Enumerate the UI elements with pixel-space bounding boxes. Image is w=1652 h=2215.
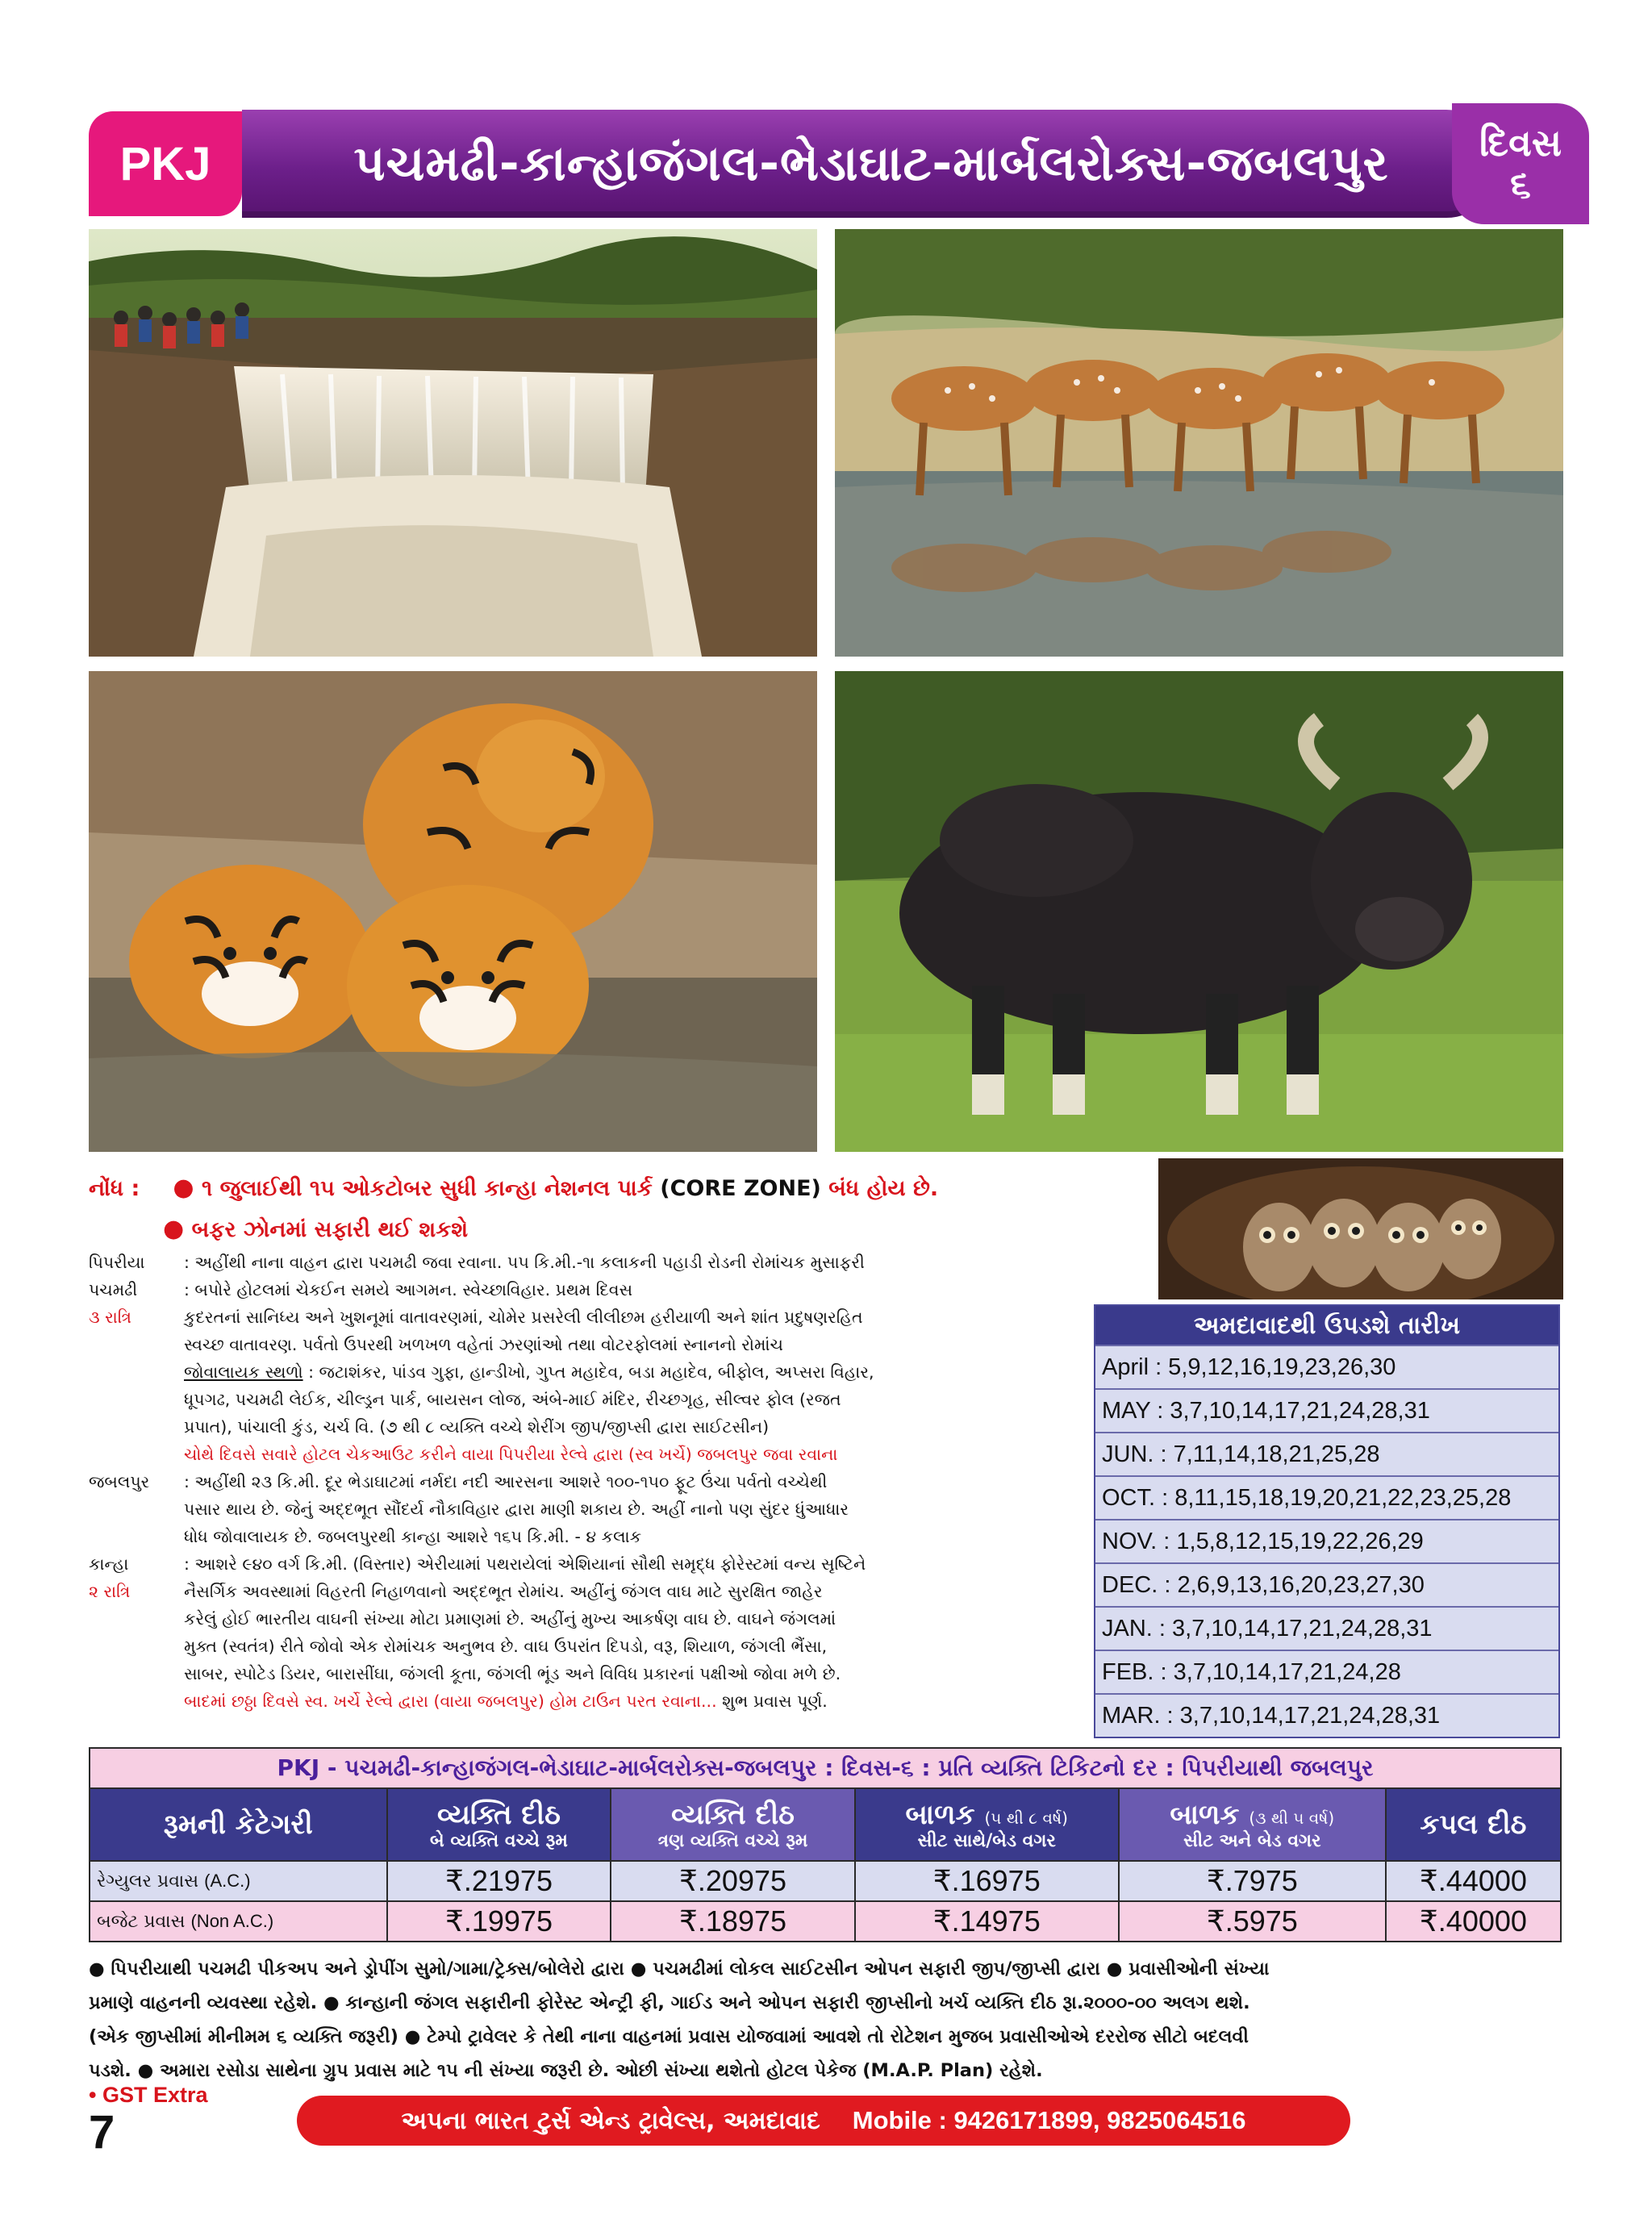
header-banner xyxy=(89,103,1589,224)
price-table xyxy=(89,1747,1562,1942)
note-line-1-end: બંધ હોય છે. xyxy=(828,1176,939,1201)
departure-date-row: OCT. : 8,11,15,18,19,20,21,22,23,25,28 xyxy=(1095,1475,1558,1519)
itinerary-row xyxy=(89,1523,1093,1550)
category-en: (Non A.C.) xyxy=(190,1911,274,1931)
header-sub: સીટ સાથે/બેડ વગર xyxy=(917,1830,1056,1851)
header-main-text: બાળક xyxy=(1170,1798,1240,1831)
itinerary-text xyxy=(184,1550,1093,1578)
price-column-header xyxy=(90,1788,387,1861)
itinerary-row xyxy=(89,1605,1093,1633)
itinerary-row xyxy=(89,1358,1093,1386)
note-line-1: ૧ જુલાઈથી ૧૫ ઓકટોબર સુધી કાન્હા નેશનલ પાર્ક xyxy=(202,1176,653,1201)
price-cell: ₹.14975 xyxy=(855,1901,1119,1942)
itinerary-line: ચોથે દિવસે સવારે હોટલ ચેકઆઉટ કરીને વાયા પિપરીયા રેલ્વે દ્વારા (સ્વ ખર્ચે) જબલપુર જવા રવાના xyxy=(184,1445,838,1464)
itinerary-place xyxy=(89,1605,184,1633)
header-age-range: (૩ થી ૫ વર્ષ) xyxy=(1249,1808,1335,1828)
itinerary-row xyxy=(89,1249,1093,1276)
itinerary-line: શુભ પ્રવાસ પૂર્ણ. xyxy=(716,1691,828,1711)
owlets-photo xyxy=(1158,1158,1563,1299)
itinerary-line: નૈસર્ગિક અવસ્થામાં વિહરતી નિહાળવાનો અદ્દભૂત રોમાંચ. અહીંનું જંગલ વાઘ માટે સુરક્ષિત જાહેર xyxy=(184,1582,823,1601)
departure-dates-box xyxy=(1094,1304,1560,1738)
itinerary-line: : બપોરે હોટલમાં ચેકઈન સમયે આગમન. સ્વેચ્છાવિહાર. પ્રથમ દિવસ xyxy=(184,1280,633,1299)
itinerary-text xyxy=(184,1441,1093,1468)
itinerary-line: : આશરે ૯૪૦ વર્ગ કિ.મી. (વિસ્તાર) એરીયામાં પથરાયેલાં એશિયાનાં સૌથી સમૃદ્ધ ફોરેસ્ટમાં વન્ય સૃષ્ટિને xyxy=(184,1554,866,1574)
note-line-2: બફર ઝોનમાં સફારી થઈ શકશે xyxy=(191,1217,469,1242)
price-column-header xyxy=(1119,1788,1386,1861)
header-main-text: બાળક xyxy=(905,1798,975,1831)
itinerary-row xyxy=(89,1441,1093,1468)
itinerary-text xyxy=(184,1304,1093,1331)
price-row xyxy=(90,1901,1561,1942)
price-cell: ₹.20975 xyxy=(611,1861,854,1901)
itinerary-place: ૩ રાત્રિ xyxy=(89,1308,132,1327)
itinerary-line: મુક્ત (સ્વતંત્ર) રીતે જોવો એક રોમાંચક અનુભવ છે. વાઘ ઉપરાંત દિપડો, વરૂ, શિયાળ, જંગલી ભૈંસા, xyxy=(184,1637,828,1656)
sightseeing-label: જોવાલાયક સ્થળો xyxy=(184,1362,303,1382)
itinerary-row xyxy=(89,1687,1093,1715)
price-cell: ₹.16975 xyxy=(855,1861,1119,1901)
page-number: 7 xyxy=(89,2106,115,2159)
itinerary-place xyxy=(89,1358,184,1386)
header-main xyxy=(1387,1808,1560,1841)
tigers-photo xyxy=(89,671,817,1152)
days-label: દિવસ xyxy=(1479,121,1562,165)
note-label: નોંધ : xyxy=(89,1176,140,1201)
price-cell: ₹.5975 xyxy=(1119,1901,1386,1942)
itinerary-line: પસાર થાય છે. જેનું અદ્દભૂત સૌંદર્ય નૌકાવિહાર દ્વારા માણી શકાય છે. અહીં નાનો પણ સુંદર ધુંઆધાર xyxy=(184,1500,849,1519)
itinerary-line: સ્વચ્છ વાતાવરણ. પર્વતો ઉપરથી ખળખળ વહેતાં ઝરણાંઓ તથા વોટરફોલમાં સ્નાનનો રોમાંચ xyxy=(184,1335,783,1354)
itinerary-text xyxy=(184,1358,1093,1386)
category-gu: બજેટ પ્રવાસ xyxy=(97,1912,186,1932)
itinerary-text xyxy=(184,1660,1093,1687)
departure-date-row: DEC. : 2,6,9,13,16,20,23,27,30 xyxy=(1095,1562,1558,1606)
footer-note-line: પડશે. ● અમારા રસોડા સાથેના ગ્રુપ પ્રવાસ માટે ૧૫ ની સંખ્યા જરૂરી છે. ઓછી સંખ્યા થશેતો હોટલ પેકેજ (M.A.P. Plan) રહેશે. xyxy=(89,2060,1043,2081)
room-category xyxy=(90,1861,387,1901)
header-main-text: વ્યક્તિ દીઠ xyxy=(671,1798,795,1831)
price-cell: ₹.18975 xyxy=(611,1901,854,1942)
category-en: (A.C.) xyxy=(204,1871,251,1891)
itinerary-place: જબલપુર xyxy=(89,1472,150,1491)
spotted-deer-photo xyxy=(835,229,1563,657)
itinerary-place xyxy=(89,1331,184,1358)
itinerary-row xyxy=(89,1633,1093,1660)
itinerary-text xyxy=(184,1605,1093,1633)
days-badge xyxy=(1452,103,1589,224)
itinerary-text xyxy=(184,1523,1093,1550)
itinerary-row xyxy=(89,1495,1093,1523)
departure-date-row: JAN. : 3,7,10,14,17,21,24,28,31 xyxy=(1095,1606,1558,1650)
footer-note-line: (એક જીપ્સીમાં મીનીમમ ૬ વ્યક્તિ જરૂરી) ● ટેમ્પો ટ્રાવેલર કે તેથી નાના વાહનમાં પ્રવાસ યોજવામાં આવશે તો રોટેશન મુજબ પ્રવાસીઓએ દરરોજ સીટો બદલવી xyxy=(89,2026,1249,2047)
itinerary-text xyxy=(184,1687,1093,1715)
itinerary-row xyxy=(89,1304,1093,1331)
departure-date-row: FEB. : 3,7,10,14,17,21,24,28 xyxy=(1095,1650,1558,1693)
header-sub: સીટ અને બેડ વગર xyxy=(1183,1830,1321,1851)
departure-date-row: MAY : 3,7,10,14,17,21,24,28,31 xyxy=(1095,1388,1558,1432)
itinerary-place xyxy=(89,1441,184,1468)
itinerary-row xyxy=(89,1550,1093,1578)
itinerary-row xyxy=(89,1660,1093,1687)
itinerary-place xyxy=(89,1687,184,1715)
price-cell: ₹.40000 xyxy=(1386,1901,1561,1942)
itinerary-place xyxy=(89,1495,184,1523)
agency-name: અપના ભારત ટુર્સ એન્ડ ટ્રાવેલ્સ, અમદાવાદ xyxy=(401,2106,820,2135)
gst-note: • GST Extra xyxy=(89,2083,208,2107)
bullet-icon: ● xyxy=(173,1174,194,1202)
price-cell: ₹.19975 xyxy=(387,1901,611,1942)
price-cell: ₹.7975 xyxy=(1119,1861,1386,1901)
header-main-text: રૂમની કેટેગરી xyxy=(163,1808,313,1841)
itinerary-row xyxy=(89,1413,1093,1441)
price-column-header xyxy=(855,1788,1119,1861)
return-journey-text: બાદમાં છઠ્ઠા દિવસે સ્વ. ખર્ચે રેલ્વે દ્વારા (વાયા જબલપુર) હોમ ટાઉન પરત રવાના... xyxy=(184,1691,717,1711)
itinerary-text xyxy=(184,1633,1093,1660)
itinerary-text xyxy=(184,1386,1093,1413)
itinerary xyxy=(89,1249,1093,1715)
itinerary-place: પિપરીયા xyxy=(89,1253,145,1272)
itinerary-text xyxy=(184,1495,1093,1523)
days-value: ૬ xyxy=(1510,162,1531,206)
departure-date-row: MAR. : 3,7,10,14,17,21,24,28,31 xyxy=(1095,1693,1558,1737)
itinerary-place xyxy=(89,1386,184,1413)
header-main-text: કપલ દીઠ xyxy=(1420,1808,1527,1841)
itinerary-place: ૨ રાત્રિ xyxy=(89,1582,131,1601)
header-main xyxy=(388,1799,611,1831)
itinerary-line: સાબર, સ્પોટેડ ડિયર, બારાસીંઘા, જંગલી કૂતા, જંગલી ભૂંડ અને વિવિધ પ્રકારનાં પક્ષીઓ જોવા મળે છે. xyxy=(184,1664,841,1683)
departure-date-row: April : 5,9,12,16,19,23,26,30 xyxy=(1095,1345,1558,1388)
price-row xyxy=(90,1861,1561,1901)
itinerary-row xyxy=(89,1578,1093,1605)
itinerary-text xyxy=(184,1249,1093,1276)
itinerary-text xyxy=(184,1578,1093,1605)
itinerary-place xyxy=(89,1633,184,1660)
itinerary-line: ધોધ જોવાલાયક છે. જબલપુરથી કાન્હા આશરે ૧૬૫ કિ.મી. - ૪ કલાક xyxy=(184,1527,642,1546)
mobile-numbers: Mobile : 9426171899, 9825064516 xyxy=(852,2106,1246,2134)
footer-notes xyxy=(89,1952,1562,2088)
footer-note-line: ● પિપરીયાથી પચમઢી પીકઅપ અને ડ્રોપીંગ સુમો/ગામા/ટ્રેક્સ/બોલેરો દ્વારા ● પચમઢીમાં લોકલ સાઈટસીન ઓપન સફારી જીપ/જીપ્સી દ્વારા ● પ્રવાસીઓની સંખ્યા xyxy=(89,1958,1270,1979)
category-gu: રેગ્યુલર પ્રવાસ xyxy=(97,1871,199,1892)
departure-date-row: JUN. : 7,11,14,18,21,25,28 xyxy=(1095,1432,1558,1475)
contact-bar xyxy=(297,2096,1350,2146)
itinerary-row xyxy=(89,1276,1093,1304)
itinerary-line: : જટાશંકર, પાંડવ ગુફા, હાન્ડીખો, ગુપ્ત મહાદેવ, બડા મહાદેવ, બીફોલ, અપ્સરા વિહાર, xyxy=(302,1362,874,1382)
closure-note xyxy=(89,1168,1153,1250)
itinerary-line: કરેલું હોઈ ભારતીય વાઘની સંખ્યા મોટા પ્રમાણમાં છે. અહીંનું મુખ્ય આકર્ષણ વાઘ છે. વાઘને જંગલમાં xyxy=(184,1609,836,1629)
tour-code-badge: PKJ xyxy=(89,111,242,216)
itinerary-line: : અહીંથી ૨૩ કિ.મી. દૂર ભેડાઘાટમાં નર્મદા નદી આરસના આશરે ૧૦૦-૧૫૦ ફૂટ ઉંચા પર્વતો વચ્ચેથી xyxy=(184,1472,828,1491)
header-main xyxy=(90,1808,386,1841)
gaur-bison-photo xyxy=(835,671,1563,1152)
departure-date-row: NOV. : 1,5,8,12,15,19,22,26,29 xyxy=(1095,1519,1558,1562)
header-age-range: (૫ થી ૮ વર્ષ) xyxy=(984,1808,1068,1828)
itinerary-text xyxy=(184,1413,1093,1441)
header-main-text: વ્યક્તિ દીઠ xyxy=(437,1798,561,1831)
price-column-header xyxy=(1386,1788,1561,1861)
itinerary-place: કાન્હા xyxy=(89,1554,129,1574)
itinerary-text xyxy=(184,1331,1093,1358)
header-main xyxy=(856,1799,1118,1831)
itinerary-text xyxy=(184,1468,1093,1495)
itinerary-place: પચમઢી xyxy=(89,1280,138,1299)
itinerary-line: પ્રપાત), પાંચાલી કુંડ, ચર્ચ વિ. (૭ થી ૮ વ્યક્તિ વચ્ચે શેરીંગ જીપ/જીપ્સી દ્વારા સાઈટસીન) xyxy=(184,1417,770,1437)
waterfall-photo xyxy=(89,229,817,657)
departure-dates-title: અમદાવાદથી ઉપડશે તારીખ xyxy=(1095,1306,1558,1345)
header-sub: ત્રણ વ્યક્તિ વચ્ચે રૂમ xyxy=(657,1830,808,1851)
header-sub: બે વ્યક્તિ વચ્ચે રૂમ xyxy=(430,1830,568,1851)
bullet-icon: ● xyxy=(163,1215,185,1243)
itinerary-place xyxy=(89,1660,184,1687)
room-category xyxy=(90,1901,387,1942)
itinerary-place xyxy=(89,1413,184,1441)
core-zone-code: (CORE ZONE) xyxy=(660,1176,821,1201)
header-main xyxy=(1120,1799,1385,1831)
footer-note-line: પ્રમાણે વાહનની વ્યવસ્થા રહેશે. ● કાન્હાની જંગલ સફારીની ફોરેસ્ટ એન્ટ્રી ફી, ગાઈડ અને ઓપન સફારી જીપ્સીનો ખર્ચ વ્યક્તિ દીઠ રૂા.૨૦૦૦-૦૦ અલગ થશે. xyxy=(89,1992,1250,2013)
itinerary-row xyxy=(89,1386,1093,1413)
itinerary-text xyxy=(184,1276,1093,1304)
itinerary-line: કુદરતનાં સાનિધ્ય અને ખુશનૂમાં વાતાવરણમાં, ચોમેર પ્રસરેલી લીલીછમ હરીયાળી અને શાંત પ્રદુષણરહિત xyxy=(184,1308,863,1327)
itinerary-row xyxy=(89,1468,1093,1495)
tour-title: પચમઢી-કાન્હાજંગલ-ભેડાઘાટ-માર્બલરોક્સ-જબલપુર xyxy=(242,110,1500,218)
price-table-caption: PKJ - પચમઢી-કાન્હાજંગલ-ભેડાઘાટ-માર્બલરોક્સ-જબલપુર : દિવસ-૬ : પ્રતિ વ્યક્તિ ટિકિટનો દર : પિપરીયાથી જબલપુર xyxy=(90,1748,1561,1788)
itinerary-line: ધૂપગઢ, પચમઢી લેઈક, ચીલ્ડ્રન પાર્ક, બાયસન લોજ, અંબે-માઈ મંદિર, રીચ્છગૃહ, સીલ્વર ફોલ (રજત xyxy=(184,1390,841,1409)
price-column-header xyxy=(611,1788,854,1861)
price-cell: ₹.21975 xyxy=(387,1861,611,1901)
itinerary-line: : અહીંથી નાના વાહન દ્વારા પચમઢી જવા રવાના. ૫૫ કિ.મી.-૧ા કલાકની પહાડી રોડની રોમાંચક મુસાફરી xyxy=(184,1253,865,1272)
itinerary-place xyxy=(89,1523,184,1550)
price-column-header xyxy=(387,1788,611,1861)
price-cell: ₹.44000 xyxy=(1386,1861,1561,1901)
itinerary-row xyxy=(89,1331,1093,1358)
header-main xyxy=(611,1799,853,1831)
